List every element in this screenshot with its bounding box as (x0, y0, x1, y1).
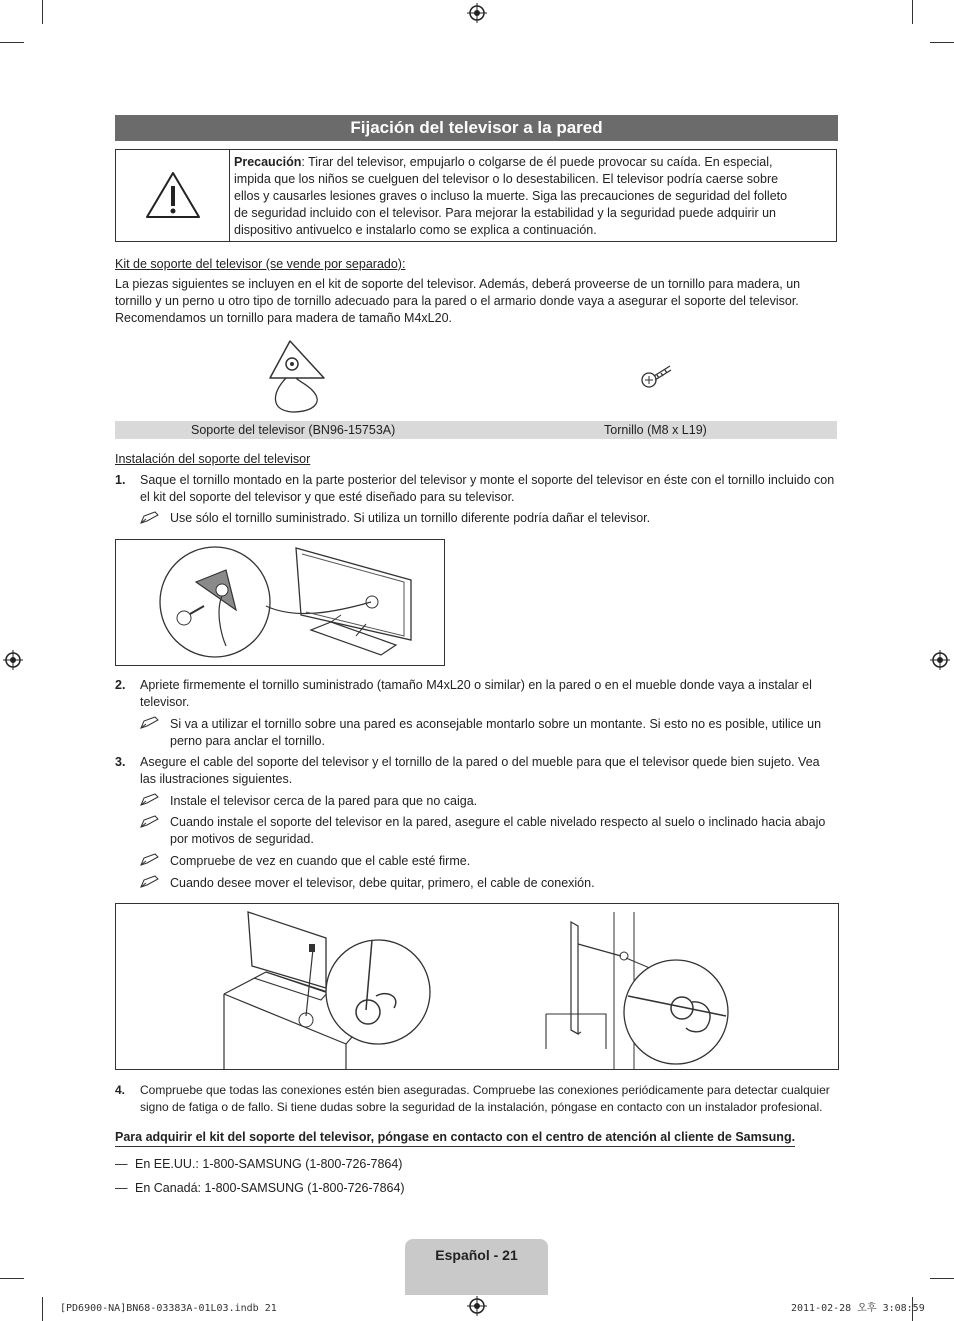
dash-marker: — (115, 1181, 128, 1195)
step-1-number: 1. (115, 473, 126, 487)
contact-heading: Para adquirir el kit del soporte del televisor, póngase en contacto con el centro de atención al cliente de Samsung. (115, 1129, 795, 1147)
note-3c: Compruebe de vez en cuando que el cable esté firme. (170, 854, 471, 868)
registration-mark-icon (467, 1296, 487, 1316)
tv-holder-kit-icon (262, 338, 328, 416)
registration-mark-icon (467, 3, 487, 23)
figure-cable-securing (115, 903, 839, 1070)
warning-triangle-icon (144, 170, 202, 220)
page-title: Fijación del televisor a la pared (115, 115, 838, 141)
caution-icon-cell (116, 150, 230, 241)
caution-body: : Tirar del televisor, empujarlo o colgarse de él puede provocar su caída. En especial, impida que los niños se cuelguen del televisor o lo desestabilicen. El televisor podría caerse sobre ellos y causarles lesiones graves o incluso la muerte. Siga las precauciones de seguridad del folleto de seguridad incluido con el televisor. Para mejorar la estabilidad y la seguridad puede adquirir un dispositivo antivuelco e instalarlo como se explica a continuación. (234, 155, 788, 237)
note-pencil-icon (140, 875, 162, 889)
page-number-tab (405, 1239, 548, 1295)
crop-mark (930, 42, 954, 43)
step-1-text: Saque el tornillo montado en la parte posterior del televisor y monte el soporte del televisor en éste con el tornillo incluido con el kit del soporte del televisor y que esté diseñado para su televisor. (140, 473, 835, 504)
crop-mark (0, 1278, 24, 1279)
kit-heading: Kit de soporte del televisor (se vende por separado): (115, 257, 406, 271)
step-3-text: Asegure el cable del soporte del televisor y el tornillo de la pared o del mueble para que el televisor quede bien sujeto. Vea las ilustraciones siguientes. (140, 755, 820, 786)
registration-mark-icon (930, 650, 950, 670)
caution-label: Precaución (234, 155, 302, 169)
kit-caption-bar (115, 421, 837, 439)
step-2-number: 2. (115, 678, 126, 692)
contact-us: En EE.UU.: 1-800-SAMSUNG (1-800-726-7864) (135, 1157, 403, 1171)
install-heading: Instalación del soporte del televisor (115, 452, 311, 466)
step-4-text: Compruebe que todas las conexiones estén bien aseguradas. Compruebe las conexiones periódicamente para detectar cualquier signo de fatiga o de fallo. Si tiene dudas sobre la seguridad de la instalación, póngase en contacto con un instalador profesional. (140, 1083, 830, 1114)
screw-icon (640, 362, 674, 390)
note-3a: Instale el televisor cerca de la pared para que no caiga. (170, 794, 478, 808)
dash-marker: — (115, 1157, 128, 1171)
crop-mark (930, 1278, 954, 1279)
tv-cable-securing-illustration (116, 904, 838, 1069)
caution-text (234, 154, 804, 239)
note-3b: Cuando instale el soporte del televisor en la pared, asegure el cable nivelado respecto al suelo o inclinado hacia abajo por motivos de seguridad. (170, 815, 826, 846)
screw-caption: Tornillo (M8 x L19) (604, 423, 707, 437)
caution-box (115, 149, 837, 242)
note-pencil-icon (140, 716, 162, 730)
step-4-number: 4. (115, 1083, 126, 1097)
date-slug: 2011-02-28 오후 3:08:59 (791, 1303, 925, 1314)
crop-mark (42, 1297, 43, 1321)
contact-canada: En Canadá: 1-800-SAMSUNG (1-800-726-7864) (135, 1181, 405, 1195)
crop-mark (912, 0, 913, 24)
step-3-number: 3. (115, 755, 126, 769)
crop-mark (0, 42, 24, 43)
note-1: Use sólo el tornillo suministrado. Si utiliza un tornillo diferente podría dañar el televisor. (170, 511, 651, 525)
note-2: Si va a utilizar el tornillo sobre una pared es aconsejable montarlo sobre un montante. Si esto no es posible, utilice un perno para anclar el tornillo. (170, 717, 822, 748)
kit-description: La piezas siguientes se incluyen en el kit de soporte del televisor. Además, deberá proveerse de un tornillo para madera, un tornillo y un perno u otro tipo de tornillo adecuado para la pared o el armario donde vaya a asegurar el soporte del televisor. Recomendamos un tornillo para madera de tamaño M4xL20. (115, 277, 801, 325)
file-slug: [PD6900-NA]BN68-03383A-01L03.indb 21 (60, 1303, 277, 1314)
step-2-text: Apriete firmemente el tornillo suministrado (tamaño M4xL20 o similar) en la pared o en el mueble donde vaya a instalar el televisor. (140, 678, 812, 709)
tv-holder-mounting-illustration (116, 540, 444, 665)
page-number: Español - 21 (435, 1247, 518, 1263)
note-3d: Cuando desee mover el televisor, debe quitar, primero, el cable de conexión. (170, 876, 595, 890)
holder-caption: Soporte del televisor (BN96-15753A) (191, 423, 396, 437)
figure-holder-mounting (115, 539, 445, 666)
note-pencil-icon (140, 815, 162, 829)
note-pencil-icon (140, 853, 162, 867)
crop-mark (42, 0, 43, 24)
registration-mark-icon (3, 650, 23, 670)
note-pencil-icon (140, 793, 162, 807)
note-pencil-icon (140, 511, 162, 525)
